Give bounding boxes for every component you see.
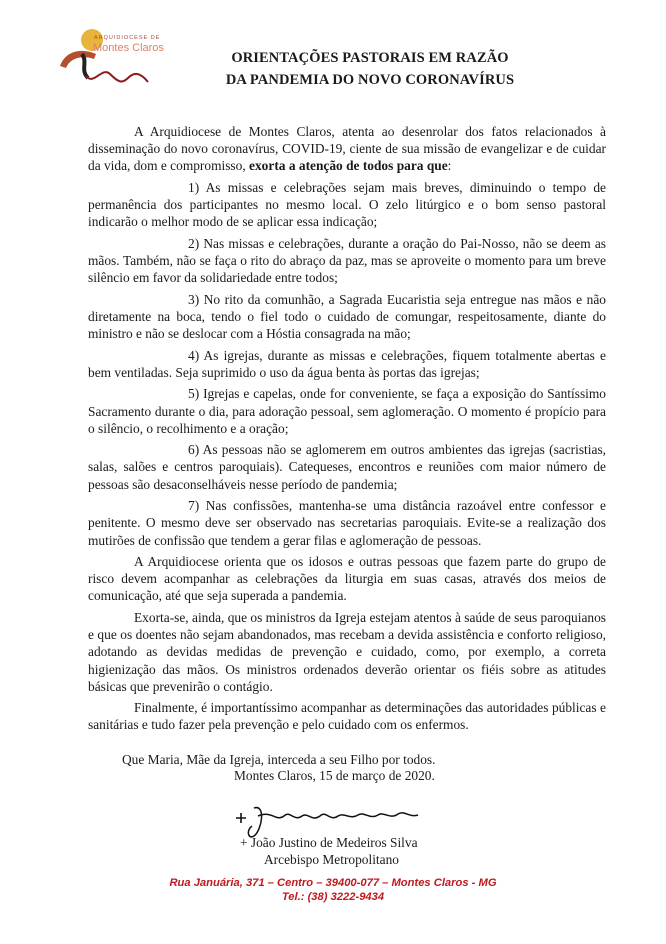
intro-tail: : (447, 158, 452, 174)
paragraph: Finalmente, é importantíssimo acompanhar as determinações das autoridades públicas e sanitárias e tudo fazer pela prevenção e pelo cuidado com os enfermos. (88, 700, 606, 733)
list-item: 6) As pessoas não se aglomerem em outros ambientes das igrejas (sacristias, salas, salões e centros paroquiais). Catequeses, encontros e reuniões com maior número de pessoas são desaconselháveis nesse período de pandemia; (88, 442, 606, 492)
list-item: 7) Nas confissões, mantenha-se uma distância razoável entre confessor e penitente. O mesmo deve ser observado nas secretarias paroquiais. Evite-se a realização dos mutirões de confissão que tendem a gerar filas e aglomeração de pessoas. (88, 498, 606, 548)
document-title-line-1: ORIENTAÇÕES PASTORAIS EM RAZÃO (231, 50, 509, 66)
paragraph: Exorta-se, ainda, que os ministros da Igreja estejam atentos à saúde de seus paroquianos e que os doentes não sejam abandonados, mas recebam a devida assistência e conforto religioso, adotando as devidas medidas de prevenção e cuidado, como, por exemplo, a correta higienização das mãos. Os ministros ordenados deverão orientar os fiéis sobre as atitudes básicas que prevenirão o contágio. (88, 609, 606, 694)
date-line: Montes Claros, 15 de março de 2020. (234, 768, 435, 783)
intro-paragraph (88, 123, 606, 175)
intro-text: A Arquidiocese de Montes Claros, atenta ao desenrolar dos fatos relacionados à disseminação do novo coronavírus, COVID-19, ciente de sua missão de evangelizar e de cuidar da vida, dom e compromisso, (88, 124, 606, 174)
intro-bold: exorta a atenção de todos para que (249, 158, 448, 174)
document-title-line-2: DA PANDEMIA DO NOVO CORONAVÍRUS (225, 72, 515, 88)
signatory-name: + João Justino de Medeiros Silva (240, 835, 418, 850)
logo-text-large: Montes Claros (93, 42, 164, 54)
footer-phone: Tel.: (38) 3222-9434 (281, 891, 385, 903)
paragraph: A Arquidiocese orienta que os idosos e outras pessoas que fazem parte do grupo de risco devem acompanhar as celebrações da liturgia em suas casas, através dos meios de comunicação, até que seja superada a pandemia. (88, 554, 606, 604)
list-item: 1) As missas e celebrações sejam mais breves, diminuindo o tempo de permanência dos participantes no mesmo local. O zelo litúrgico e o bom senso pastoral indicarão o melhor modo de se aplicar essa indicação; (88, 179, 606, 230)
closing-line: Que Maria, Mãe da Igreja, interceda a seu Filho por todos. (122, 751, 436, 767)
list-item: 3) No rito da comunhão, a Sagrada Eucaristia seja entregue nas mãos e não diretamente na boca, tendo o fiel todo o cuidado de comungar, respeitosamente, diante do ministro e não se deslocar com a Hóstia consagrada na mão; (88, 291, 606, 342)
archdiocese-logo (52, 26, 182, 86)
list-item: 2) Nas missas e celebrações, durante a oração do Pai-Nosso, não se deem as mãos. Também, não se faça o rito do abraço da paz, mas se aproveite o momento para um breve silêncio em favor da solidariedade entre todos; (88, 235, 606, 286)
document-body (88, 123, 606, 772)
signatory-role: Arcebispo Metropolitano (264, 852, 399, 867)
signatory-block (240, 834, 418, 868)
logo-text-small: ARQUIDIOCESE DE (94, 35, 161, 41)
footer-address: Rua Januária, 371 – Centro – 39400-077 – Montes Claros - MG (169, 877, 497, 889)
list-item: 4) As igrejas, durante as missas e celebrações, fiquem totalmente abertas e bem ventiladas. Seja suprimido o uso da água benta às portas das igrejas; (88, 347, 606, 380)
list-item: 5) Igrejas e capelas, onde for conveniente, se faça a exposição do Santíssimo Sacramento durante o dia, para adoração pessoal, sem aglomeração. O momento é propício para o silêncio, o recolhimento e a oração; (88, 386, 606, 436)
